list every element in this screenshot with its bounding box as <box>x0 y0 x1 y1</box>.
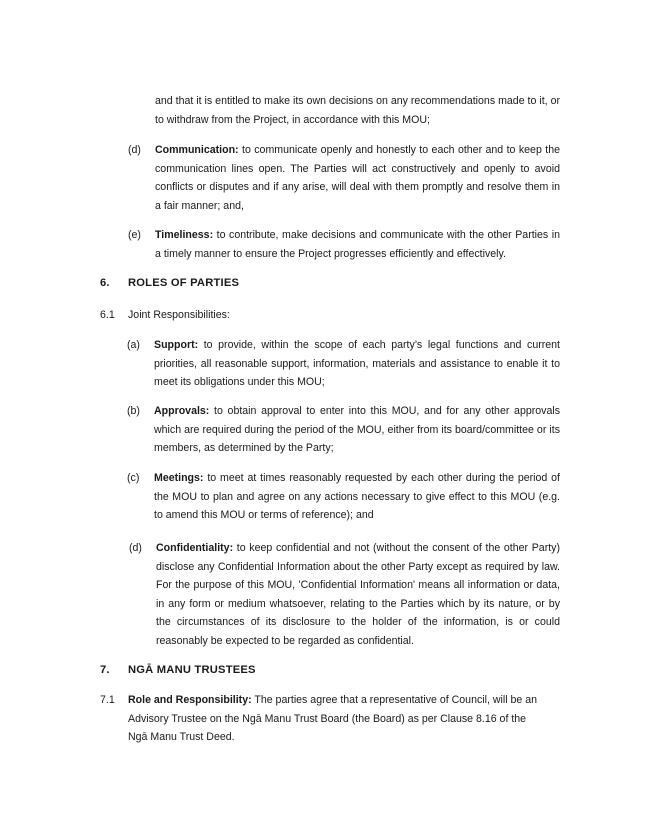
section-6-number: 6. <box>100 277 110 289</box>
clause-7-1-text: The parties agree that a representative of Council, will be an Advisory Trustee on the Ngā Manu Trust Board (the Board) as per Clause 8.16 of the Ngā Manu Trust Deed. <box>128 694 538 743</box>
clause-6-1-c-text: to meet at times reasonably requested by each other during the period of the MOU to plan and agree on any actions necessary to give effect to this MOU (e.g. to amend this MOU or terms of reference); and <box>154 472 560 521</box>
clause-6-1-text: Joint Responsibilities: <box>128 309 230 321</box>
clause-7-1-role <box>128 691 548 747</box>
clause-6-1-c-term: Meetings: <box>154 472 204 484</box>
clause-d-text: to communicate openly and honestly to each other and to keep the communication lines open. The Parties will act constructively and openly to avoid conflicts or disputes and if any arise, will deal with them promptly and resolve them in a fair manner; and, <box>155 144 560 212</box>
clause-6-1-c-label: (c) <box>127 472 140 484</box>
clause-c-continuation <box>155 92 560 129</box>
clause-d-communication <box>155 141 560 215</box>
clause-6-1-b-approvals <box>154 402 560 458</box>
clause-d-term: Communication: <box>155 144 239 156</box>
clause-e-timeliness <box>155 226 560 263</box>
clause-6-1-a-text: to provide, within the scope of each party’s legal functions and current priorities, all reasonable support, information, materials and assistance to enable it to meet its obligations under this MOU; <box>154 339 560 388</box>
clause-c-continuation-text: and that it is entitled to make its own decisions on any recommendations made to it, or to withdraw from the Project, in accordance with this MOU; <box>155 95 560 126</box>
clause-d-label: (d) <box>128 144 141 156</box>
clause-6-1-d-text: to keep confidential and not (without the consent of the other Party) disclose any Confidential Information about the other Party except as required by law. For the purpose of this MOU, 'Confidential Information' means all information or data, in any form or medium whatsoever, relating to the Parties which by its nature, or by the circumstances of its disclosure to the holder of the information, is or could reasonably be expected to be regarded as confidential. <box>156 542 560 647</box>
clause-6-1-number: 6.1 <box>100 309 115 321</box>
section-7-number: 7. <box>100 664 110 676</box>
clause-6-1-c-meetings <box>154 469 560 525</box>
clause-e-label: (e) <box>128 229 141 241</box>
clause-7-1-term: Role and Responsibility: <box>128 694 252 706</box>
clause-6-1-d-confidentiality <box>156 539 560 650</box>
clause-6-1-a-label: (a) <box>127 339 140 351</box>
clause-6-1-d-label: (d) <box>129 542 142 554</box>
clause-6-1-b-text: to obtain approval to enter into this MOU, and for any other approvals which are required during the period of the MOU, either from its board/committee or its members, as determined by the Party; <box>154 405 560 454</box>
clause-6-1-b-term: Approvals: <box>154 405 210 417</box>
section-6-title: ROLES OF PARTIES <box>128 277 240 289</box>
clause-6-1-a-term: Support: <box>154 339 199 351</box>
clause-e-term: Timeliness: <box>155 229 214 241</box>
clause-7-1-number: 7.1 <box>100 694 115 706</box>
clause-6-1-d-term: Confidentiality: <box>156 542 234 554</box>
clause-6-1-b-label: (b) <box>127 405 140 417</box>
clause-e-text: to contribute, make decisions and communicate with the other Parties in a timely manner to ensure the Project progresses efficiently and effectively. <box>155 229 560 260</box>
clause-6-1-a-support <box>154 336 560 392</box>
section-7-title: NGĀ MANU TRUSTEES <box>128 664 256 676</box>
